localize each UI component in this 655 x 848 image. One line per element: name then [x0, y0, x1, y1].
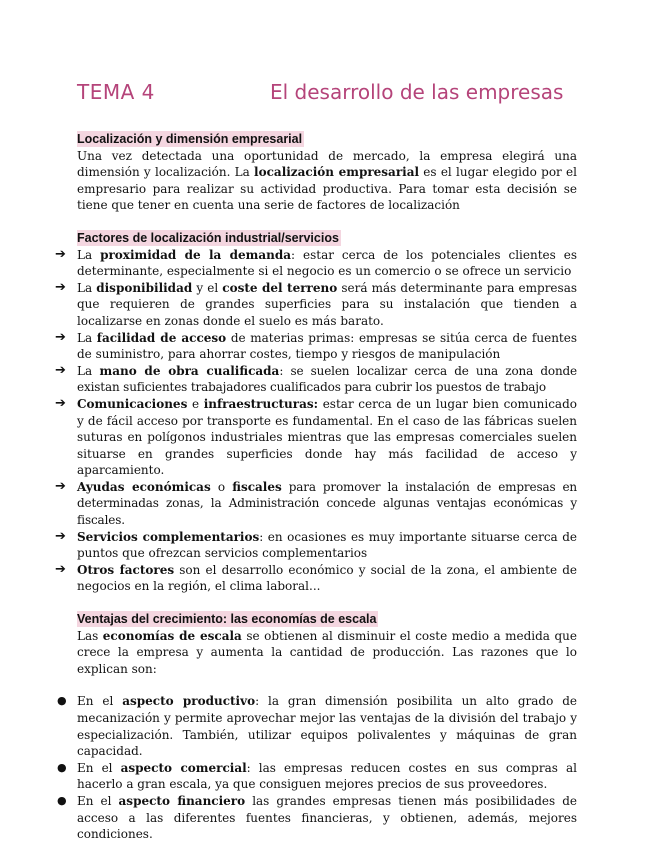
- text-run: y el: [192, 280, 223, 295]
- section-economies-of-scale: [57, 611, 578, 843]
- text-run: e: [187, 396, 204, 411]
- list-item: [55, 329, 578, 363]
- section-heading: Localización y dimensión empresarial: [77, 132, 303, 146]
- arrow-right-icon: ➔: [55, 329, 66, 345]
- reasons-list: [57, 693, 578, 842]
- text-run: Una vez detectada una oportunidad de mercado, la empresa elegirá una dimensión y localización. La: [77, 148, 577, 180]
- bold-term: Ayudas económicas: [77, 479, 211, 494]
- arrow-right-icon: ➔: [55, 528, 66, 544]
- bullet-icon: ●: [57, 793, 67, 807]
- text-run: de materias primas: empresas se sitúa cerca de fuentes de suministro, para ahorrar costes, tiempo y riesgos de manipulación: [77, 330, 578, 362]
- bullet-icon: ●: [57, 694, 67, 708]
- bold-term: facilidad de acceso: [96, 330, 227, 345]
- bold-term: mano de obra cualificada: [99, 363, 280, 378]
- list-item: [57, 793, 578, 843]
- text-run: las grandes empresas tienen más posibilidades de acceso a las diferentes fuentes financieras, y obtienen, además, mejores condiciones.: [77, 793, 578, 842]
- bold-term: proximidad de la demanda: [100, 247, 291, 262]
- text-run: : estar cerca de los potenciales clientes es determinante, especialmente si el negocio es un comercio o se ofrece un servicio: [77, 247, 578, 279]
- bold-term: Comunicaciones: [77, 396, 188, 411]
- text-run: se obtienen al disminuir el coste medio a medida que crece la empresa y aumenta la cantidad de producción. Las razones que lo explican son:: [77, 628, 577, 676]
- text-run: En el: [77, 793, 119, 808]
- text-run: La: [77, 363, 100, 378]
- page-header: [77, 80, 577, 110]
- bold-term: fiscales: [232, 479, 282, 494]
- arrow-right-icon: ➔: [55, 561, 66, 577]
- text-run: estar cerca de un lugar bien comunicado y de fácil acceso por transporte es fundamental. En el caso de las fábricas suelen suturas en polígonos industriales mientras que las empresas comerciales suelen situarse en grandes superficies donde hay más facilidad de acceso y aparcamiento.: [77, 396, 577, 478]
- bold-term: coste del terreno: [222, 280, 338, 295]
- section-factors: [55, 230, 578, 595]
- bold-term: aspecto productivo: [122, 694, 256, 709]
- bold-term: aspecto comercial: [120, 760, 247, 775]
- paragraph: [77, 148, 577, 214]
- text-run: La: [77, 247, 101, 262]
- list-item: [55, 395, 577, 479]
- factor-list: [55, 246, 578, 595]
- list-item: [55, 279, 578, 330]
- text-run: : se suelen localizar cerca de una zona donde existan suficientes trabajadores cualificados para cubrir los puestos de trabajo: [77, 363, 578, 395]
- list-item: [57, 693, 577, 759]
- text-run: En el: [77, 694, 123, 709]
- document-body: [55, 131, 578, 843]
- list-item: [55, 246, 578, 280]
- page-title: El desarrollo de las empresas: [270, 80, 564, 104]
- bold-term: Servicios complementarios: [77, 529, 260, 544]
- text-run: : las empresas reducen costes en sus compras al hacerlo a gran escala, ya que consiguen mejores precios de sus proveedores.: [77, 760, 577, 792]
- text-run: será más determinante para empresas que requieren de grandes superficies para su instalación que tienden a localizarse en zonas donde el suelo es más barato.: [77, 280, 578, 328]
- topic-number: TEMA 4: [77, 80, 155, 104]
- section-location: [77, 131, 577, 214]
- text-run: es el lugar elegido por el empresario para realizar su actividad productiva. Para tomar esta decisión se tiene que tener en cuenta una serie de factores de localización: [77, 165, 577, 213]
- list-item: [55, 528, 577, 562]
- bold-term: economías de escala: [102, 628, 242, 643]
- arrow-right-icon: ➔: [55, 279, 66, 295]
- text-run: son el desarrollo económico y social de la zona, el ambiente de negocios en la región, el clima laboral...: [77, 562, 577, 594]
- text-run: La: [77, 330, 97, 345]
- bold-term: infraestructuras:: [203, 396, 319, 411]
- paragraph: [77, 628, 577, 678]
- arrow-right-icon: ➔: [55, 478, 66, 494]
- text-run: La: [77, 280, 97, 295]
- bold-term: localización empresarial: [254, 165, 420, 180]
- section-heading: Ventajas del crecimiento: las economías de escala: [77, 612, 377, 627]
- arrow-right-icon: ➔: [55, 246, 66, 262]
- section-heading: Factores de localización industrial/servicios: [77, 230, 339, 245]
- list-item: [57, 760, 577, 793]
- bold-term: disponibilidad: [96, 280, 193, 295]
- text-run: : la gran dimensión posibilita un alto grado de mecanización y permite aprovechar mejor las ventajas de la división del trabajo y especialización. También, utilizar equipos polivalentes y máquinas de gran capacidad.: [77, 694, 577, 759]
- list-item: [55, 561, 577, 595]
- list-item: [55, 478, 577, 529]
- text-run: : en ocasiones es muy importante situarse cerca de puntos que ofrezcan servicios complementarios: [77, 529, 577, 561]
- bold-term: Otros factores: [77, 562, 175, 577]
- text-run: o: [210, 479, 233, 494]
- text-run: En el: [77, 760, 121, 775]
- text-run: para promover la instalación de empresas en determinadas zonas, la Administración concede algunas ventajas económicas y fiscales.: [77, 479, 577, 528]
- arrow-right-icon: ➔: [55, 362, 66, 378]
- text-run: Las: [77, 628, 103, 643]
- arrow-right-icon: ➔: [55, 395, 66, 411]
- bold-term: aspecto financiero: [118, 793, 246, 808]
- list-item: [55, 362, 578, 396]
- bullet-icon: ●: [57, 760, 67, 774]
